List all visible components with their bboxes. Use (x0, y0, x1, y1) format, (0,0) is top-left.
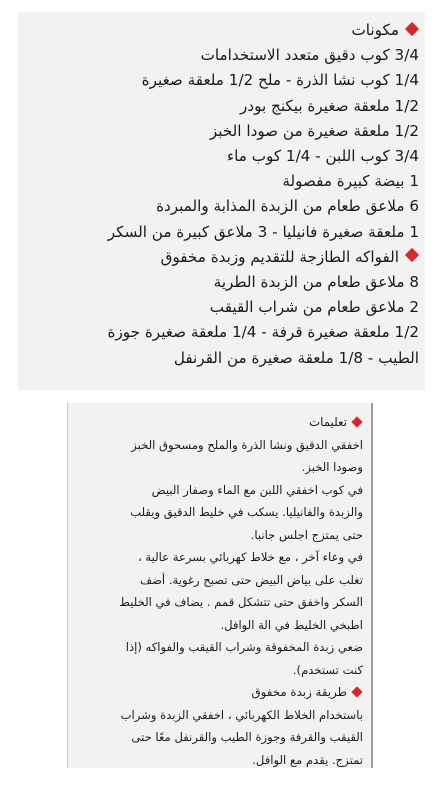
ingredient-line: 3/4 كوب اللبن - 1/4 كوب ماء (226, 147, 419, 166)
instruction-line: تغلب على بياض البيض حتى تصبح رغوية. أضف (140, 572, 363, 587)
instructions-heading (74, 411, 363, 434)
butter-method-line: باستخدام الخلاط الكهربائي ، اخفقي الزبدة وشراب (120, 707, 363, 722)
red-diamond-icon (405, 248, 419, 262)
ingredient-line: 1/4 كوب نشا الذرة - ملح 1/2 ملعقة صغيرة (141, 71, 419, 90)
red-diamond-icon (351, 686, 362, 697)
ingredient-line: 1/2 ملعقة صغيرة من صودا الخبز (209, 121, 419, 140)
ingredient-line: 6 ملاعق طعام من الزبدة المذابة والمبردة (156, 197, 419, 216)
serving-title: الفواكه الطازجة للتقديم وزبدة مخفوق (160, 247, 399, 266)
ingredients-title: مكونات (351, 21, 399, 39)
instruction-line: وصودا الخبز. (301, 460, 363, 474)
instruction-line: في كوب اخفقي اللبن مع الماء وصفار البيض (151, 482, 363, 497)
serving-line: 8 ملاعق طعام من الزبدة الطرية (213, 273, 419, 292)
instruction-line: والزبدة والفانيليا. يسكب في خليط الدقيق ويقلب (130, 505, 363, 519)
serving-line: 2 ملاعق طعام من شراب القيقب (209, 298, 419, 317)
serving-heading (28, 245, 419, 270)
instruction-line: اطبخي الخليط في الة الوافل. (220, 617, 363, 632)
ingredients-card (18, 12, 425, 390)
instruction-line: السكر واخفق حتى تتشكل قمم . يضاف في الخليط (119, 595, 363, 609)
instruction-line: حتى يمتزج اجلس جانبا. (250, 527, 363, 542)
red-diamond-icon (351, 416, 362, 427)
instruction-line: في وعاء آخر ، مع خلاط كهربائي بسرعة عالية ، (137, 550, 363, 564)
ingredients-heading (28, 18, 419, 43)
instructions-title: تعليمات (309, 415, 347, 429)
butter-method-heading (74, 681, 363, 704)
butter-method-title: طريقة زبدة مخفوق (251, 685, 347, 699)
instruction-line: كنت تستخدم). (292, 662, 363, 677)
ingredient-line: 3/4 كوب دقيق متعدد الاستخدامات (200, 46, 419, 65)
ingredient-line: 1 ملعقة صغيرة فانيليا - 3 ملاعق كبيرة من السكر (107, 222, 419, 241)
instruction-line: اخفقي الدقيق ونشا الذرة والملح ومسحوق الخبز (131, 437, 363, 452)
butter-method-line: القيقب والقرفة وجوزة الطيب والقرنفل معًا حتى (131, 730, 363, 744)
butter-method-line: تمتزج. يقدم مع الوافل. (252, 752, 363, 767)
serving-line: الطيب - 1/8 ملعقة صغيرة من القرنفل (173, 348, 419, 367)
ingredient-line: 1/2 ملعقة صغيرة بيكنج بودر (240, 96, 419, 115)
red-diamond-icon (405, 21, 419, 35)
instruction-line: ضعي زبدة المخفوقة وشراب القيقب والفواكه (إذا (125, 640, 363, 654)
instructions-card (67, 403, 373, 768)
serving-line: 1/2 ملعقة صغيرة قرفة - 1/4 ملعقة صغيرة جوزة (107, 323, 419, 342)
ingredient-line: 1 بيضة كبيرة مفصولة (282, 172, 419, 191)
